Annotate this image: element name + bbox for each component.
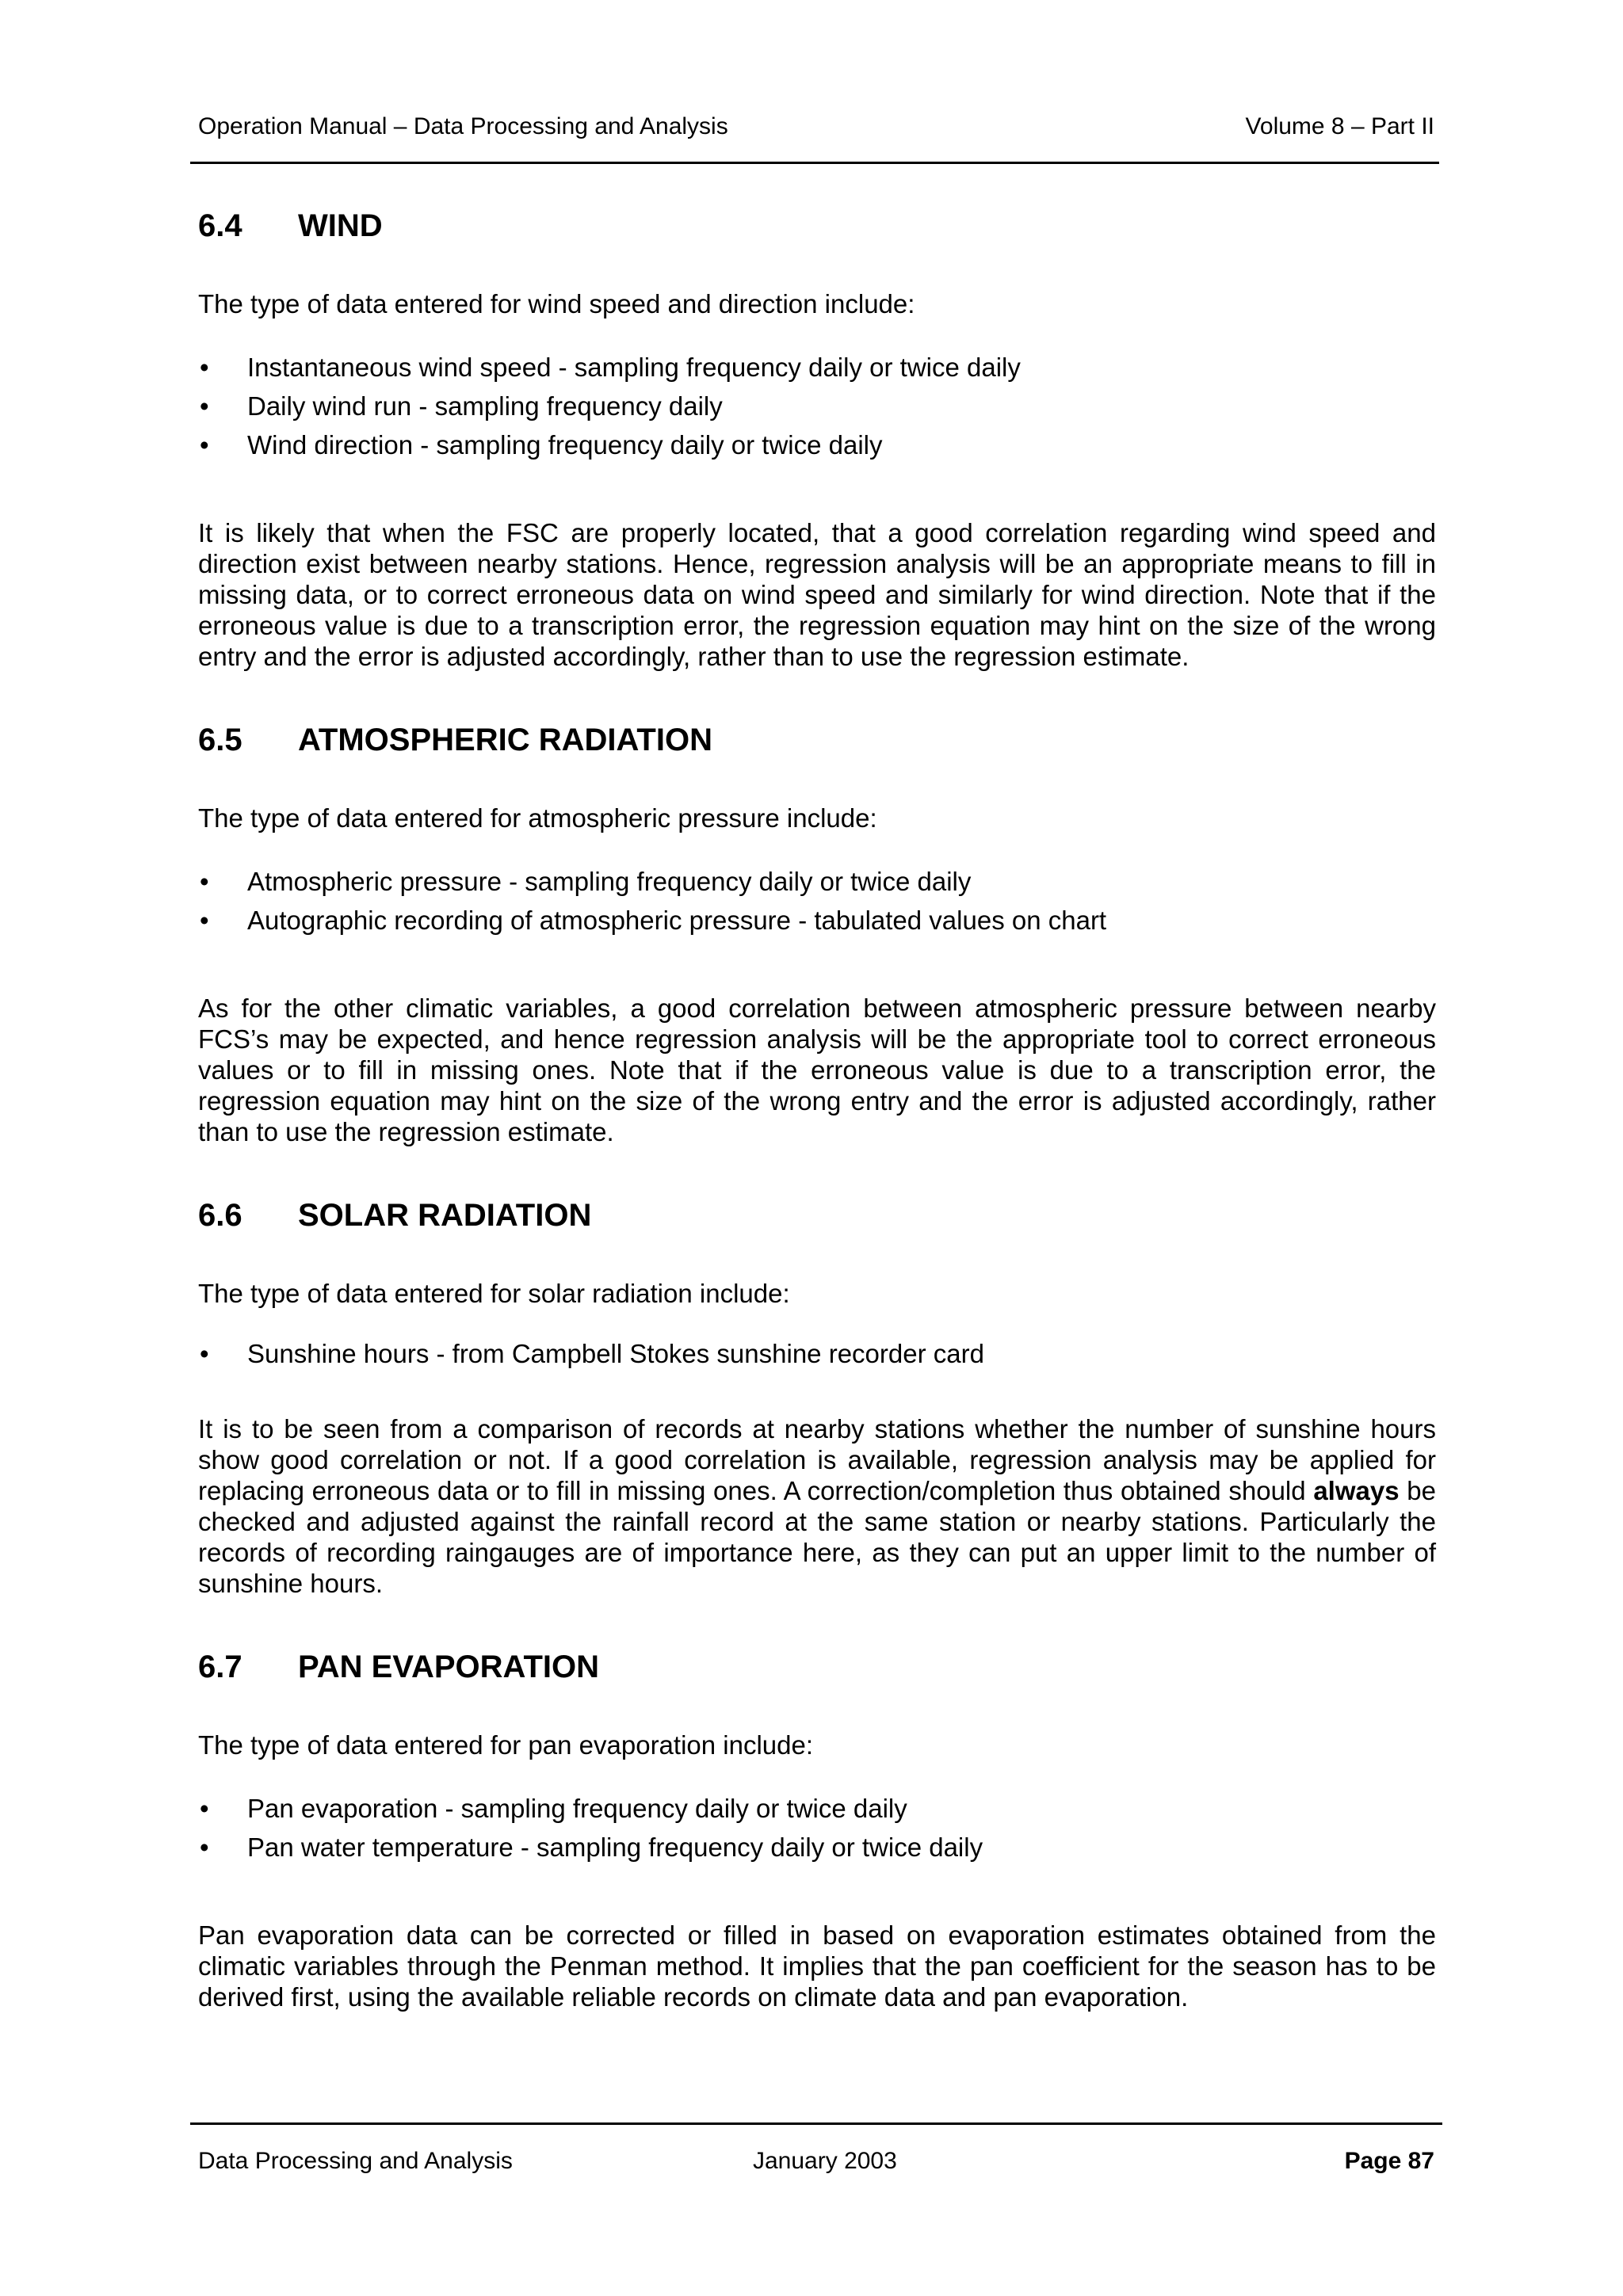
page-header <box>198 113 1434 140</box>
page-number: Page 87 <box>1344 2148 1434 2174</box>
section-title: SOLAR RADIATION <box>298 1198 592 1233</box>
section-number: 6.6 <box>198 1198 242 1233</box>
bullet-icon: • <box>200 1794 209 1823</box>
section-atmospheric-radiation <box>198 722 1436 1147</box>
bullet-icon: • <box>200 906 209 935</box>
section-heading <box>198 208 1436 244</box>
footer-title: Data Processing and Analysis <box>198 2148 513 2174</box>
bullet-icon: • <box>200 430 209 460</box>
section-solar-radiation <box>198 1197 1436 1599</box>
section-title: PAN EVAPORATION <box>298 1650 600 1684</box>
bullet-icon: • <box>200 1339 209 1368</box>
bullet-list <box>198 1334 1436 1373</box>
section-heading <box>198 1197 1436 1234</box>
section-title: ATMOSPHERIC RADIATION <box>298 723 712 757</box>
section-number: 6.5 <box>198 723 242 757</box>
section-wind <box>198 208 1436 672</box>
section-intro: The type of data entered for pan evaporation include: <box>198 1730 814 1760</box>
section-number: 6.4 <box>198 208 242 243</box>
section-paragraph: It is to be seen from a comparison of records at nearby stations whether the number of sunshine hours show good correlation or not. If a good correlation is available, regression analysis may be applied for replacing erroneous data or to fill in missing ones. A correction/completion thus obtained should always be checked and adjusted against the rainfall record at the same station or nearby stations. Particularly the records of recording raingauges are of importance here, as they can put an upper limit to the number of sunshine hours. <box>198 1414 1437 1598</box>
section-paragraph: As for the other climatic variables, a good correlation between atmospheric pressure between nearby FCS’s may be expected, and hence regression analysis will be the appropriate tool to correct erroneous values or to fill in missing ones. Note that if the erroneous value is due to a transcription error, the regression equation may hint on the size of the wrong entry and the error is adjusted accordingly, rather than to use the regression estimate. <box>198 994 1436 1146</box>
list-item: • Atmospheric pressure - sampling frequency daily or twice daily <box>198 862 1436 901</box>
section-paragraph: Pan evaporation data can be corrected or filled in based on evaporation estimates obtained from the climatic variables through the Penman method. It implies that the pan coefficient for the season has to be derived first, using the available reliable records on climate data and pan evaporation. <box>198 1920 1436 2012</box>
emphasis-always: always <box>1313 1476 1400 1505</box>
list-item: • Autographic recording of atmospheric pressure - tabulated values on chart <box>198 901 1436 940</box>
header-volume: Volume 8 – Part II <box>1245 113 1434 139</box>
list-item: • Wind direction - sampling frequency daily or twice daily <box>198 425 1436 464</box>
bullet-list <box>198 1789 1436 1867</box>
bullet-list <box>198 348 1436 464</box>
list-item: • Daily wind run - sampling frequency daily <box>198 387 1436 425</box>
list-item: • Sunshine hours - from Campbell Stokes sunshine recorder card <box>198 1334 1436 1373</box>
bullet-list <box>198 862 1436 940</box>
bullet-icon: • <box>200 353 209 382</box>
section-heading <box>198 1649 1436 1685</box>
bullet-icon: • <box>200 391 209 421</box>
bullet-icon: • <box>200 867 209 896</box>
header-title: Operation Manual – Data Processing and Analysis <box>198 113 728 139</box>
section-intro: The type of data entered for wind speed and direction include: <box>198 289 915 318</box>
section-intro: The type of data entered for atmospheric pressure include: <box>198 803 877 833</box>
document-body <box>198 208 1436 2012</box>
section-title: WIND <box>298 208 383 243</box>
list-item: • Pan evaporation - sampling frequency daily or twice daily <box>198 1789 1436 1828</box>
list-item: • Instantaneous wind speed - sampling frequency daily or twice daily <box>198 348 1436 387</box>
footer-date: January 2003 <box>753 2148 897 2174</box>
section-number: 6.7 <box>198 1650 242 1684</box>
header-rule <box>190 162 1439 164</box>
footer-rule <box>190 2122 1442 2125</box>
section-pan-evaporation <box>198 1649 1436 2012</box>
page-footer <box>198 2148 1434 2180</box>
section-intro: The type of data entered for solar radiation include: <box>198 1279 790 1308</box>
section-heading <box>198 722 1436 758</box>
list-item: • Pan water temperature - sampling frequency daily or twice daily <box>198 1828 1436 1867</box>
bullet-icon: • <box>200 1833 209 1862</box>
section-paragraph: It is likely that when the FSC are properly located, that a good correlation regarding wind speed and direction exist between nearby stations. Hence, regression analysis will be an appropriate means to fill in missing data, or to correct erroneous data on wind speed and similarly for wind direction. Note that if the erroneous value is due to a transcription error, the regression equation may hint on the size of the wrong entry and the error is adjusted accordingly, rather than to use the regression estimate. <box>198 518 1436 671</box>
